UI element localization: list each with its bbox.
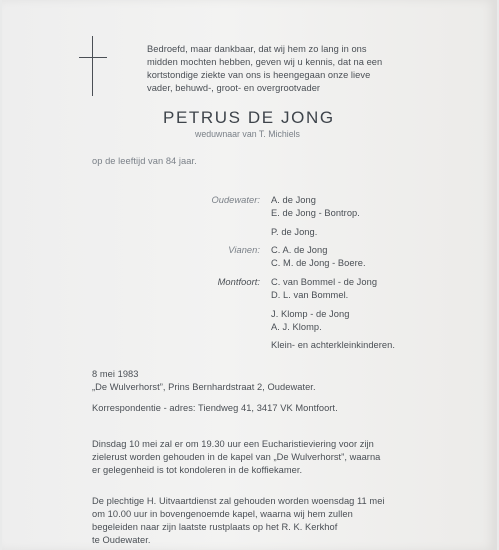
family-member: C. M. de Jong - Boere. <box>271 258 366 268</box>
service-line-1: Dinsdag 10 mei zal er om 19.30 uur een Eucharistieviering voor zijn <box>92 439 374 449</box>
date-line: 8 mei 1983 <box>92 369 139 379</box>
family-member: E. de Jong - Bontrop. <box>271 208 360 218</box>
mourning-card <box>2 0 497 550</box>
family-member: A. J. Klomp. <box>271 322 322 332</box>
family-member: A. de Jong <box>271 195 316 205</box>
address-line: „De Wulverhorst”, Prins Bernhardstraat 2, Oudewater. <box>92 382 316 392</box>
grandchildren-line: Klein- en achterkleinkinderen. <box>271 340 395 350</box>
funeral-line-2: om 10.00 uur in bovengenoemde kapel, waarna wij hem zullen <box>92 509 353 519</box>
intro-line-3: kortstondige ziekte van ons is heengegaan onze lieve <box>147 70 371 80</box>
family-member: C. van Bommel - de Jong <box>271 277 378 287</box>
funeral-line-1: De plechtige H. Uitvaartdienst zal gehouden worden woensdag 11 mei <box>92 496 385 506</box>
age-line: op de leeftijd van 84 jaar. <box>92 156 197 166</box>
cross-icon <box>79 36 107 96</box>
family-member: D. L. van Bommel. <box>271 290 349 300</box>
family-member: J. Klomp - de Jong <box>271 309 350 319</box>
place-label: Montfoort: <box>217 277 260 287</box>
place-label: Vianen: <box>228 245 260 255</box>
correspondence-line: Korrespondentie - adres: Tiendweg 41, 3417 VK Montfoort. <box>92 403 338 413</box>
intro-line-1: Bedroefd, maar dankbaar, dat wij hem zo lang in ons <box>147 44 367 54</box>
family-member: C. A. de Jong <box>271 245 328 255</box>
place-label: Oudewater: <box>211 195 260 205</box>
family-member: P. de Jong. <box>271 227 318 237</box>
intro-line-4: vader, behuwd-, groot- en overgrootvader <box>147 83 321 93</box>
funeral-line-4: te Oudewater. <box>92 535 151 545</box>
widower-line: weduwnaar van T. Michiels <box>195 129 300 139</box>
intro-line-2: midden mochten hebben, geven wij u kennis, dat na een <box>147 57 383 67</box>
funeral-line-3: begeleiden naar zijn laatste rustplaats op het R. K. Kerkhof <box>92 522 338 532</box>
deceased-name: PETRUS DE JONG <box>163 108 335 127</box>
service-line-2: zielerust worden gehouden in de kapel van „De Wulverhorst”, waarna <box>92 452 381 462</box>
service-line-3: er gelegenheid is tot kondoleren in de koffiekamer. <box>92 465 303 475</box>
